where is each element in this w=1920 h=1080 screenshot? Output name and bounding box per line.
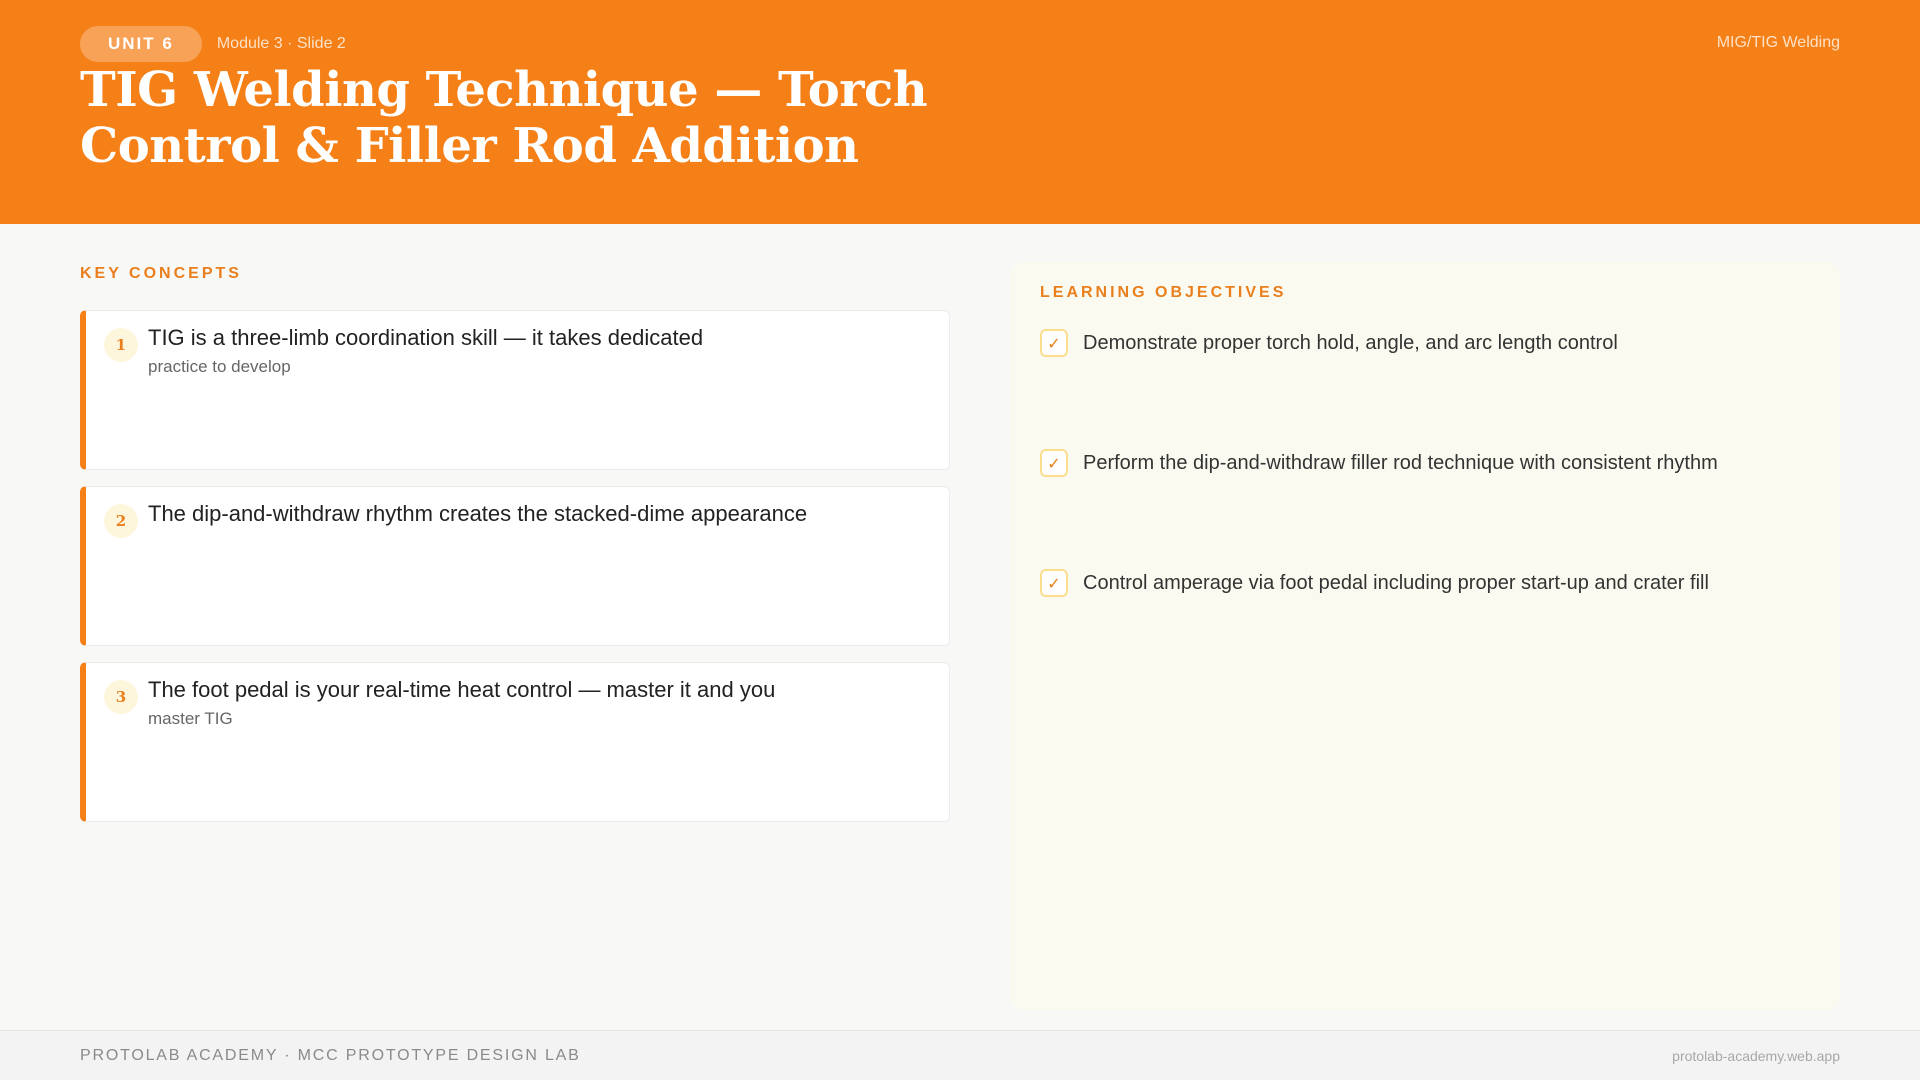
concept-subtext: master TIG	[148, 709, 233, 728]
course-label: MIG/TIG Welding	[1716, 34, 1840, 51]
objective-text: Demonstrate proper torch hold, angle, and arc length control	[1083, 331, 1618, 354]
concept-card	[80, 486, 950, 646]
check-icon: ✓	[1040, 569, 1068, 597]
module-label: Module 3 · Slide 2	[216, 35, 346, 52]
concept-number: 3	[104, 680, 138, 714]
concept-text: TIG is a three-limb coordination skill — it takes dedicated	[148, 325, 704, 350]
footer-org-label: PROTOLAB ACADEMY · MCC PROTOTYPE DESIGN LAB	[80, 1047, 581, 1064]
key-concepts-list	[80, 310, 950, 838]
slide-footer	[0, 1030, 1920, 1080]
slide-header	[0, 0, 1920, 224]
learning-objectives-panel	[1010, 262, 1840, 1010]
concept-subtext: practice to develop	[148, 357, 291, 376]
footer-site-link[interactable]: protolab-academy.web.app	[1672, 1048, 1840, 1064]
concept-card	[80, 662, 950, 822]
concept-text: The foot pedal is your real-time heat control — master it and you	[148, 677, 776, 702]
objective-item	[1040, 328, 1618, 358]
meta-row	[80, 26, 346, 62]
concept-number: 2	[104, 504, 138, 538]
objective-text: Control amperage via foot pedal including proper start-up and crater fill	[1083, 571, 1709, 594]
objective-text: Perform the dip-and-withdraw filler rod technique with consistent rhythm	[1083, 451, 1718, 474]
concept-number: 1	[104, 328, 138, 362]
concept-card	[80, 310, 950, 470]
objective-item	[1040, 448, 1718, 478]
key-concepts-heading: KEY CONCEPTS	[80, 265, 242, 282]
slide-title: TIG Welding Technique — Torch Control & Filler Rod Addition	[80, 62, 928, 174]
learning-objectives-heading: LEARNING OBJECTIVES	[1040, 284, 1287, 301]
check-icon: ✓	[1040, 329, 1068, 357]
objective-item	[1040, 568, 1709, 598]
concept-text: The dip-and-withdraw rhythm creates the stacked-dime appearance	[148, 501, 808, 526]
check-icon: ✓	[1040, 449, 1068, 477]
unit-badge: UNIT 6	[80, 26, 202, 62]
